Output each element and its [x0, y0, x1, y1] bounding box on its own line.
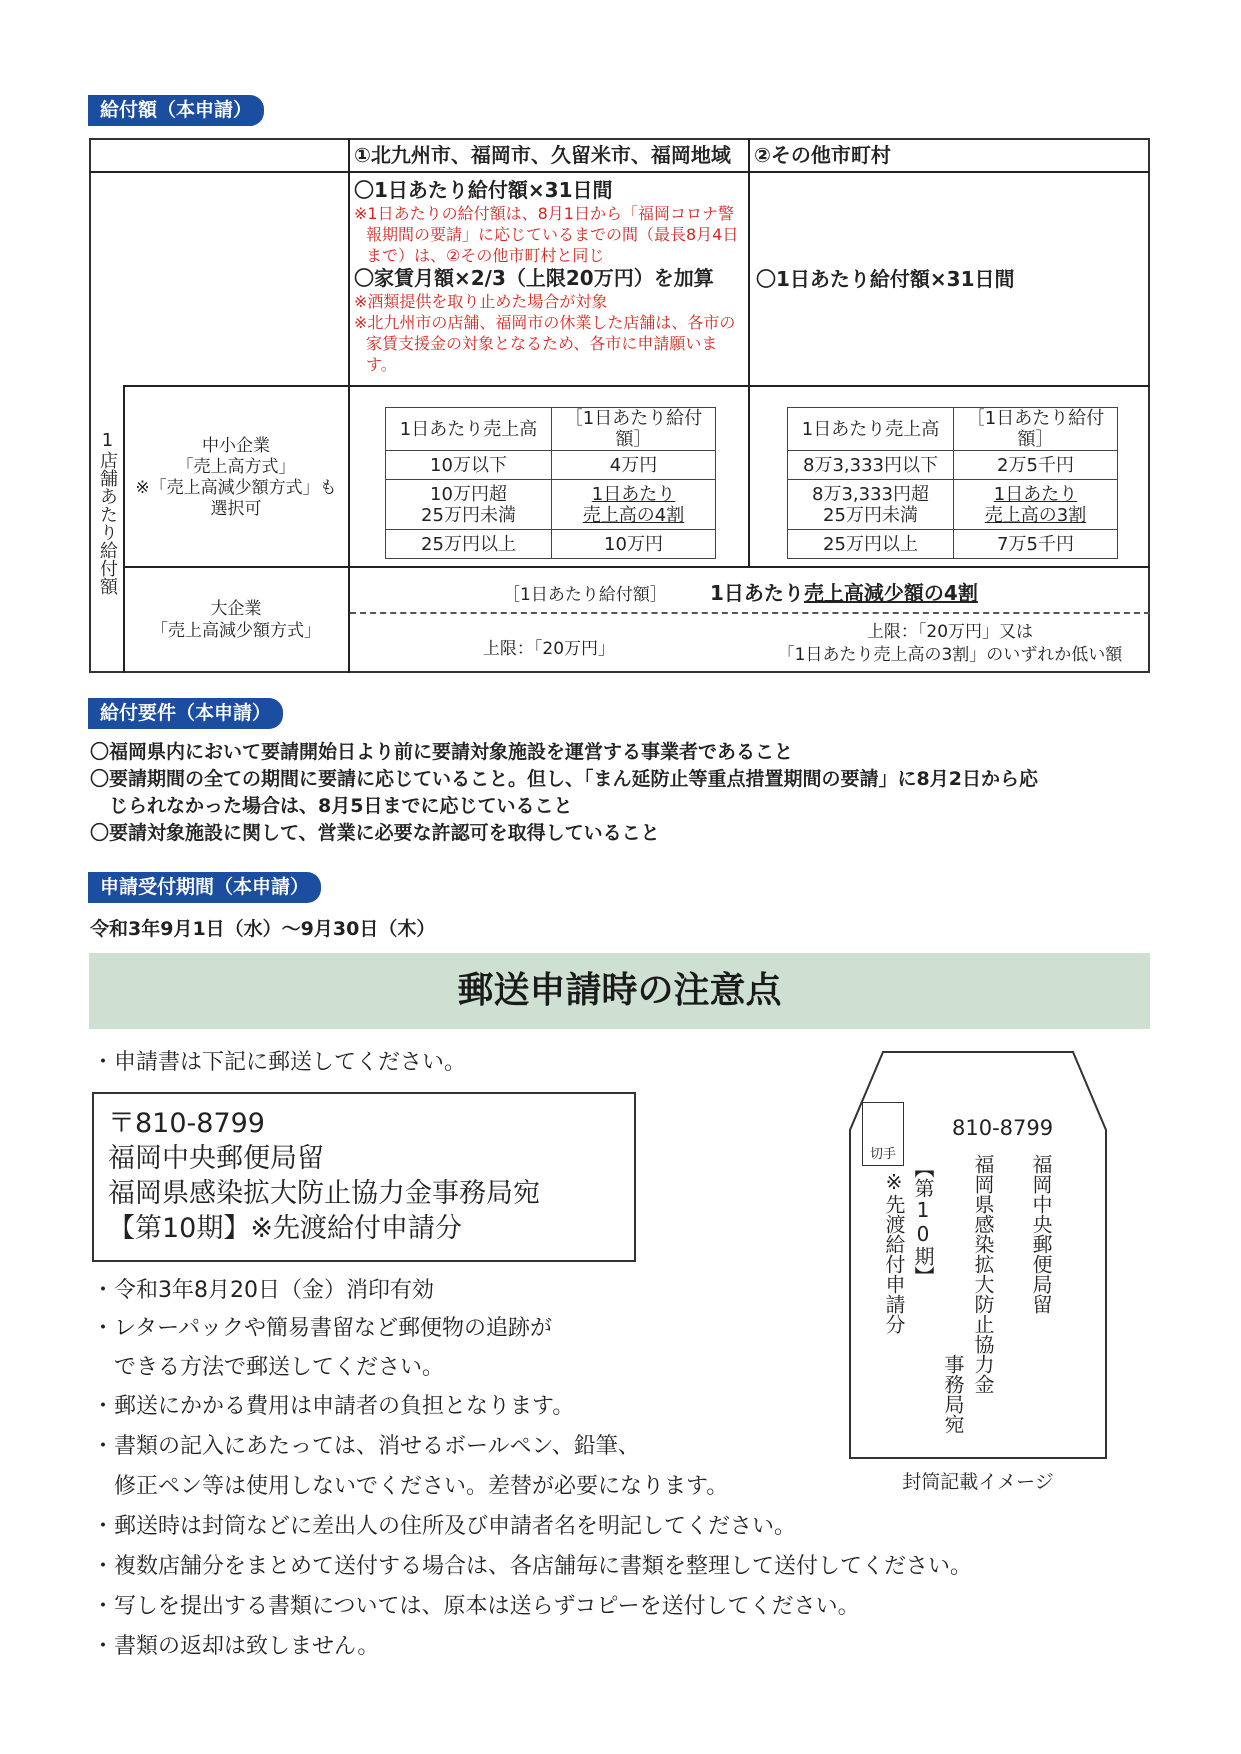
- mail-note: ・書類の記入にあたっては、消せるボールペン、鉛筆、: [92, 1434, 640, 1459]
- address-line: 福岡中央郵便局留: [108, 1143, 324, 1174]
- stamp-box: 切手: [862, 1102, 904, 1166]
- section-badge-benefit: 給付額（本申請）: [88, 95, 264, 126]
- large-enterprise-label: 大企業 「売上高減少額方式」: [151, 599, 321, 641]
- address-line: 〒810-8799: [108, 1108, 265, 1139]
- mail-note: できる方法で郵送してください。: [92, 1355, 445, 1380]
- sme-table-region2: 1日あたり売上高 ［1日あたり給付額］ 8万3,333円以下 2万5千円 8万3,333円超 25万円未満 1日あたり 売上高の3割 25万円以上 7万5千円: [787, 407, 1118, 559]
- mail-intro: ・申請書は下記に郵送してください。: [92, 1050, 467, 1075]
- large-formula: 1日あたり売上高減少額の4割: [710, 581, 978, 605]
- envelope-line: 事務局宛: [941, 1354, 965, 1434]
- sme-label: 中小企業 「売上高方式」 ※「売上高減少額方式」も 選択可: [135, 436, 337, 519]
- address-line: 【第10期】※先渡給付申請分: [108, 1213, 462, 1244]
- col-header-2: ②その他市町村: [754, 143, 891, 167]
- requirements-list: [90, 739, 1180, 847]
- row-label-per-store: 1店舗あたり給付額: [97, 430, 118, 595]
- envelope-caption: 封筒記載イメージ: [902, 1471, 1054, 1493]
- mail-note: ・写しを提出する書類については、原本は送らずコピーを送付してください。: [92, 1594, 860, 1619]
- mail-note: ・書類の返却は致しません。: [92, 1634, 380, 1659]
- address-line: 福岡県感染拡大防止協力金事務局宛: [108, 1178, 540, 1209]
- large-cap-region2: 上限：「20万円」又は 「1日あたり売上高の3割」のいずれか低い額: [777, 622, 1123, 665]
- requirement-item: 〇要請対象施設に関して、営業に必要な許認可を取得していること: [90, 822, 660, 844]
- mail-note: ・郵送にかかる費用は申請者の負担となります。: [92, 1394, 575, 1419]
- col1-main2: 〇家賃月額×2/3（上限20万円）を加算: [354, 266, 714, 290]
- envelope-line: 福岡県感染拡大防止協力金: [971, 1154, 995, 1394]
- sme-table-region1: 1日あたり売上高 ［1日あたり給付額］ 10万以下 4万円 10万円超 25万円未満 1日あたり 売上高の4割 25万円以上 10万円: [385, 407, 716, 559]
- large-bracket-label: ［1日あたり給付額］: [503, 585, 667, 605]
- mail-note: ・郵送時は封筒などに差出人の住所及び申請者名を明記してください。: [92, 1514, 797, 1539]
- envelope-line: 福岡中央郵便局留: [1029, 1154, 1053, 1314]
- col1-main1: 〇1日あたり給付額×31日間: [354, 178, 613, 202]
- requirement-item: じられなかった場合は、8月5日までに応じていること: [90, 795, 573, 817]
- mail-note: 修正ペン等は使用しないでください。差替が必要になります。: [92, 1474, 729, 1499]
- section-badge-requirements: 給付要件（本申請）: [88, 698, 283, 729]
- address-box: [92, 1092, 636, 1262]
- col-header-1: ①北九州市、福岡市、久留米市、福岡地域: [354, 143, 731, 167]
- application-period: 令和3年9月1日（水）～9月30日（木）: [90, 918, 436, 940]
- col2-main: 〇1日あたり給付額×31日間: [756, 267, 1015, 291]
- envelope-line: ※先渡給付申請分: [882, 1170, 906, 1334]
- col1-note3: ※北九州市の店舗、福岡市の休業した店舗は、各市の家賃支援金の対象となるため、各市に申請願います。: [354, 313, 736, 374]
- mail-title: 郵送申請時の注意点: [457, 970, 782, 1011]
- requirement-item: 〇要請期間の全ての期間に要請に応じていること。但し、「まん延防止等重点措置期間の要請」に8月2日から応: [90, 768, 1038, 790]
- col1-note2: ※酒類提供を取り止めた場合が対象: [354, 292, 608, 311]
- large-cap-region1: 上限：「20万円」: [482, 639, 616, 659]
- envelope-line: 【第10期】: [911, 1158, 935, 1286]
- requirement-item: 〇福岡県内において要請開始日より前に要請対象施設を運営する事業者であること: [90, 741, 794, 763]
- section-badge-period: 申請受付期間（本申請）: [88, 872, 321, 903]
- col1-note1: ※1日あたりの給付額は、8月1日から「福岡コロナ警報期間の要請」に応じているまでの間（最長8月4日まで）は、②その他市町村と同じ: [354, 204, 739, 265]
- mail-banner: [89, 953, 1150, 1029]
- envelope-illustration: [848, 1050, 1108, 1460]
- envelope-zip: 810-8799: [952, 1116, 1054, 1140]
- mail-note: ・複数店舗分をまとめて送付する場合は、各店舗毎に書類を整理して送付してください。: [92, 1554, 973, 1579]
- mail-note: ・レターパックや簡易書留など郵便物の追跡が: [92, 1316, 553, 1341]
- mail-note: ・令和3年8月20日（金）消印有効: [92, 1278, 434, 1303]
